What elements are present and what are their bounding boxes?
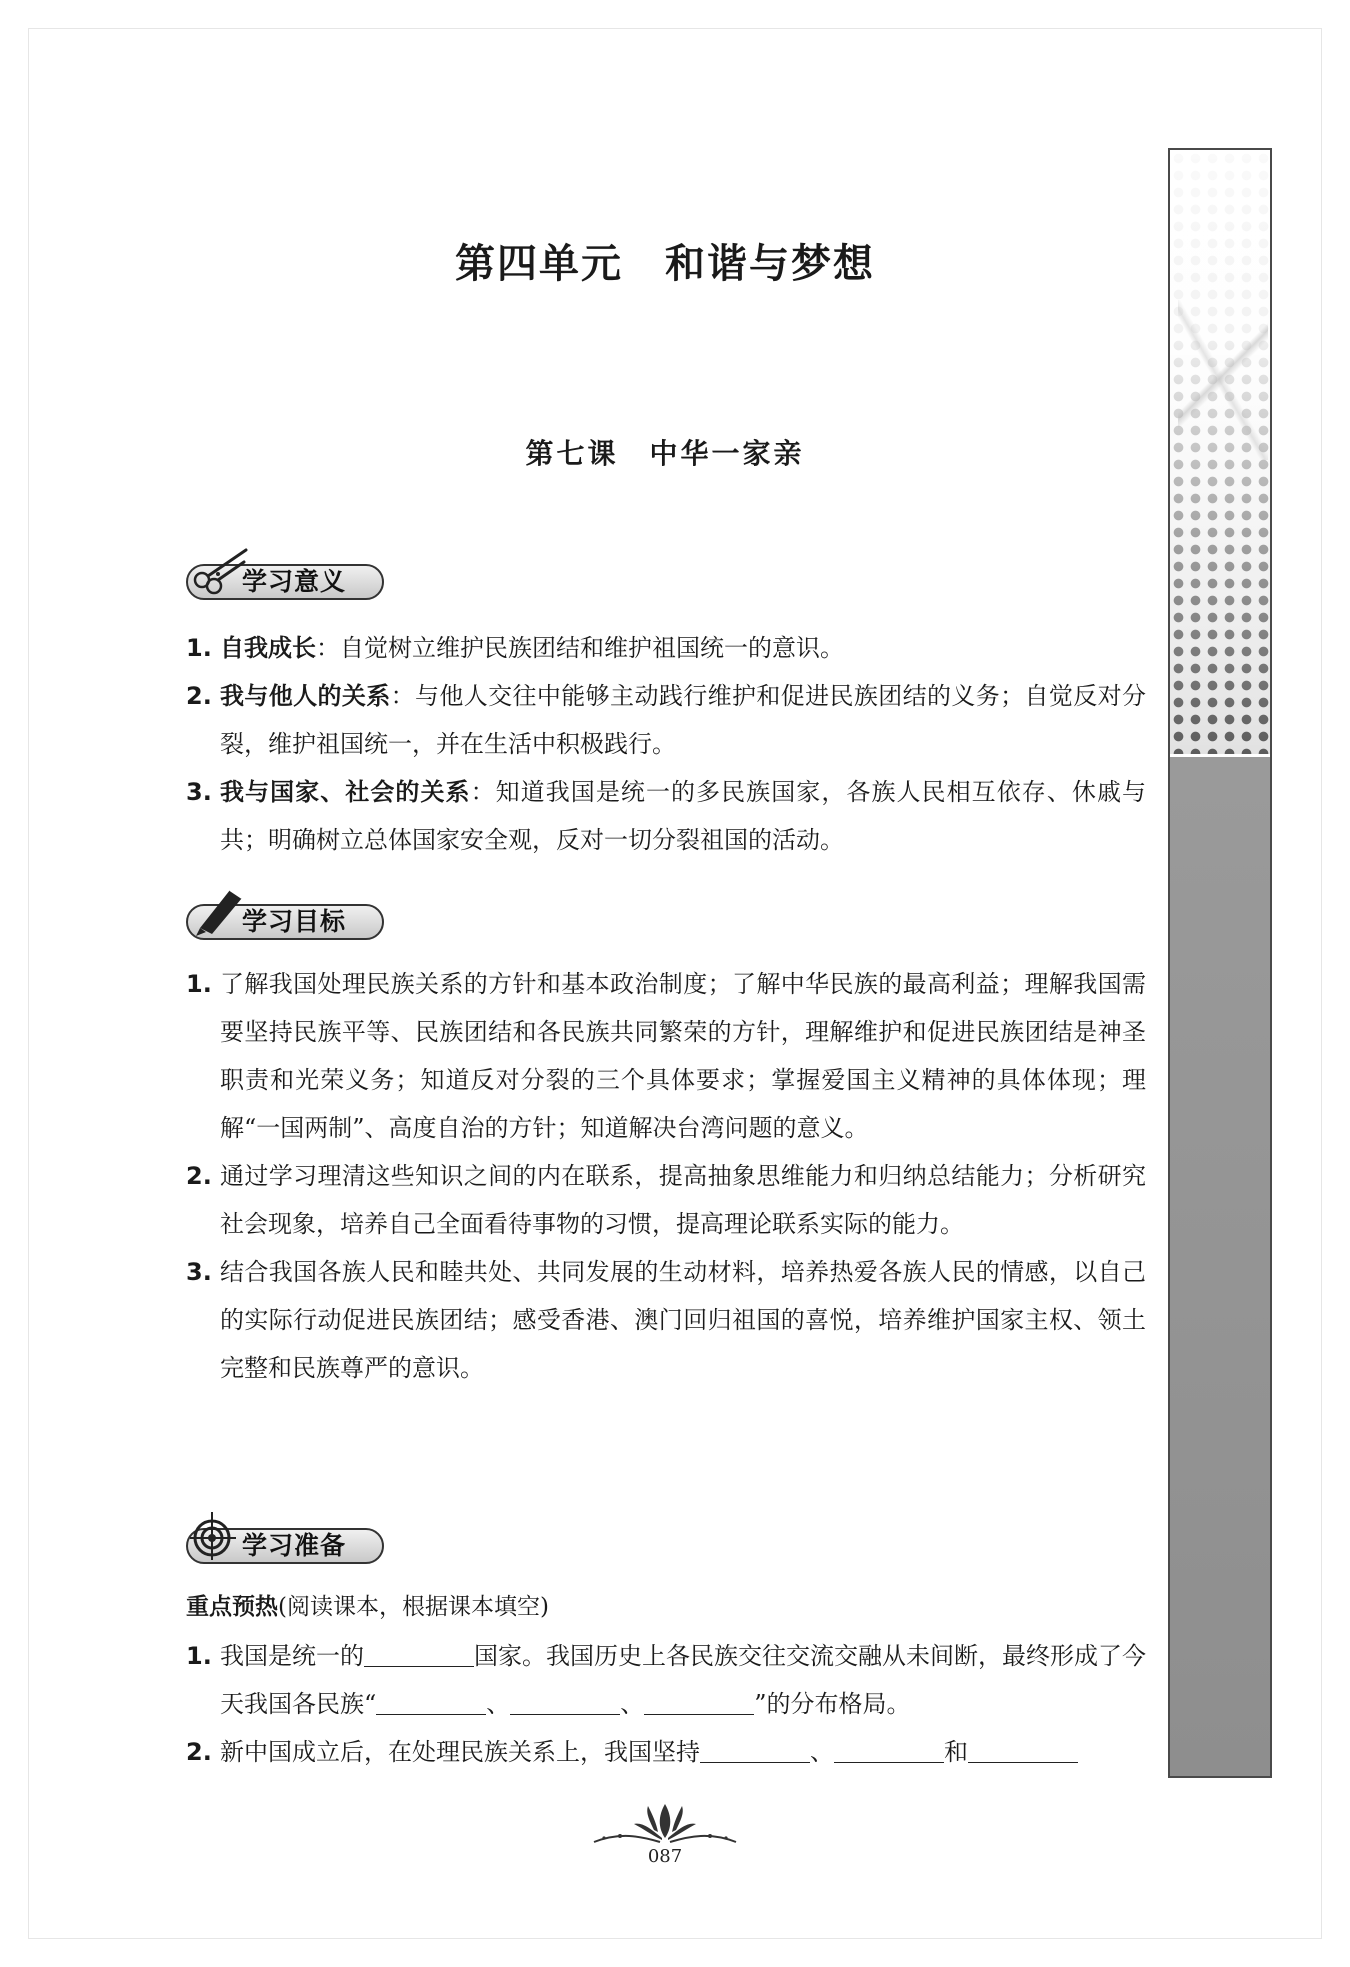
section-label-goals: 学习目标: [242, 907, 347, 936]
item-number: 1.: [186, 634, 212, 662]
list-item: [186, 960, 1146, 1152]
item-number: 2.: [186, 1162, 212, 1190]
item-number: 2.: [186, 682, 212, 710]
answer-blank[interactable]: [376, 1690, 486, 1715]
section-tag-prep: [186, 1520, 386, 1566]
section-tag-meaning: [186, 556, 386, 602]
unit-title: 第四单元 和谐与梦想: [455, 241, 875, 287]
item-key: 我与他人的关系: [220, 682, 391, 710]
item-number: 3.: [186, 1258, 212, 1286]
side-tab-band: [1170, 754, 1270, 1778]
item-text: ：自觉树立维护民族团结和维护祖国统一的意识。: [316, 634, 844, 662]
side-tab-theme: 和谐与梦想: [29, 634, 54, 744]
question-text: 我国是统一的: [220, 1642, 364, 1670]
item-text: 通过学习理清这些知识之间的内在联系，提高抽象思维能力和归纳总结能力；分析研究社会现象，培养自己全面看待事物的习惯，提高理论联系实际的能力。: [220, 1162, 1146, 1238]
item-key: 我与国家、社会的关系: [220, 778, 471, 806]
fill-in-question: [186, 1728, 1146, 1776]
list-item: [186, 1152, 1146, 1248]
item-number: 1.: [186, 970, 212, 998]
question-text: ”的分布格局。: [754, 1690, 911, 1718]
fill-in-question: [186, 1632, 1146, 1728]
answer-blank[interactable]: [700, 1738, 810, 1763]
prep-subheading-key: 重点预热: [186, 1594, 278, 1620]
list-item: [186, 672, 1146, 768]
item-text: 了解我国处理民族关系的方针和基本政治制度；了解中华民族的最高利益；理解我国需要坚持民族平等、民族团结和各民族共同繁荣的方针，理解维护和促进民族团结是神圣职责和光荣义务；知道反对分裂的三个具体要求；掌握爱国主义精神的具体体现；理解“一国两制”、高度自治的方针；知道解决台湾问题的意义。: [220, 970, 1146, 1142]
section-label-meaning: 学习意义: [242, 567, 347, 596]
answer-blank[interactable]: [364, 1642, 474, 1667]
section-label-prep: 学习准备: [242, 1531, 347, 1560]
item-text: 结合我国各族人民和睦共处、共同发展的生动材料，培养热爱各族人民的情感，以自己的实际行动促进民族团结；感受香港、澳门回归祖国的喜悦，培养维护国家主权、领土完整和民族尊严的意识。: [220, 1258, 1146, 1382]
target-icon: [190, 1508, 250, 1560]
list-item: [186, 768, 1146, 864]
goals-list: [186, 960, 1146, 1392]
item-number: 3.: [186, 778, 212, 806]
question-text: 国家。我国历史上各民族交往交流交融从未间断，最终形成了今天我国各民族“: [220, 1642, 1146, 1718]
question-text: 、: [810, 1738, 834, 1766]
section-tag-goals: [186, 896, 386, 942]
answer-blank[interactable]: [644, 1690, 754, 1715]
question-text: 和: [944, 1738, 968, 1766]
item-text: ：与他人交往中能够主动践行维护和促进民族团结的义务；自觉反对分裂，维护祖国统一，并在生活中积极践行。: [220, 682, 1147, 758]
prep-subheading: [186, 1587, 549, 1627]
scissors-icon: [190, 544, 250, 596]
answer-blank[interactable]: [968, 1738, 1078, 1763]
answer-blank[interactable]: [510, 1690, 620, 1715]
pen-icon: [190, 884, 250, 936]
floral-ornament-icon: [590, 1798, 740, 1848]
meaning-list: [186, 624, 1146, 864]
answer-blank[interactable]: [834, 1738, 944, 1763]
side-tab-unit: 第四单元: [61, 628, 92, 736]
list-item: [186, 1248, 1146, 1392]
question-text: 、: [486, 1690, 511, 1718]
lesson-title: 第七课 中华一家亲: [525, 437, 805, 470]
item-key: 自我成长: [220, 634, 316, 662]
prep-list: [186, 1632, 1146, 1776]
list-item: [186, 624, 1146, 672]
question-text: 新中国成立后，在处理民族关系上，我国坚持: [220, 1738, 700, 1766]
side-tab: [1168, 148, 1272, 1778]
item-number: 2.: [186, 1738, 212, 1766]
page-number: 087: [647, 1846, 683, 1867]
item-number: 1.: [186, 1642, 212, 1670]
prep-subheading-note: (阅读课本，根据课本填空): [278, 1594, 549, 1620]
question-text: 、: [620, 1690, 645, 1718]
item-text: ：知道我国是统一的多民族国家，各族人民相互依存、休戚与共；明确树立总体国家安全观，反对一切分裂祖国的活动。: [220, 778, 1147, 854]
